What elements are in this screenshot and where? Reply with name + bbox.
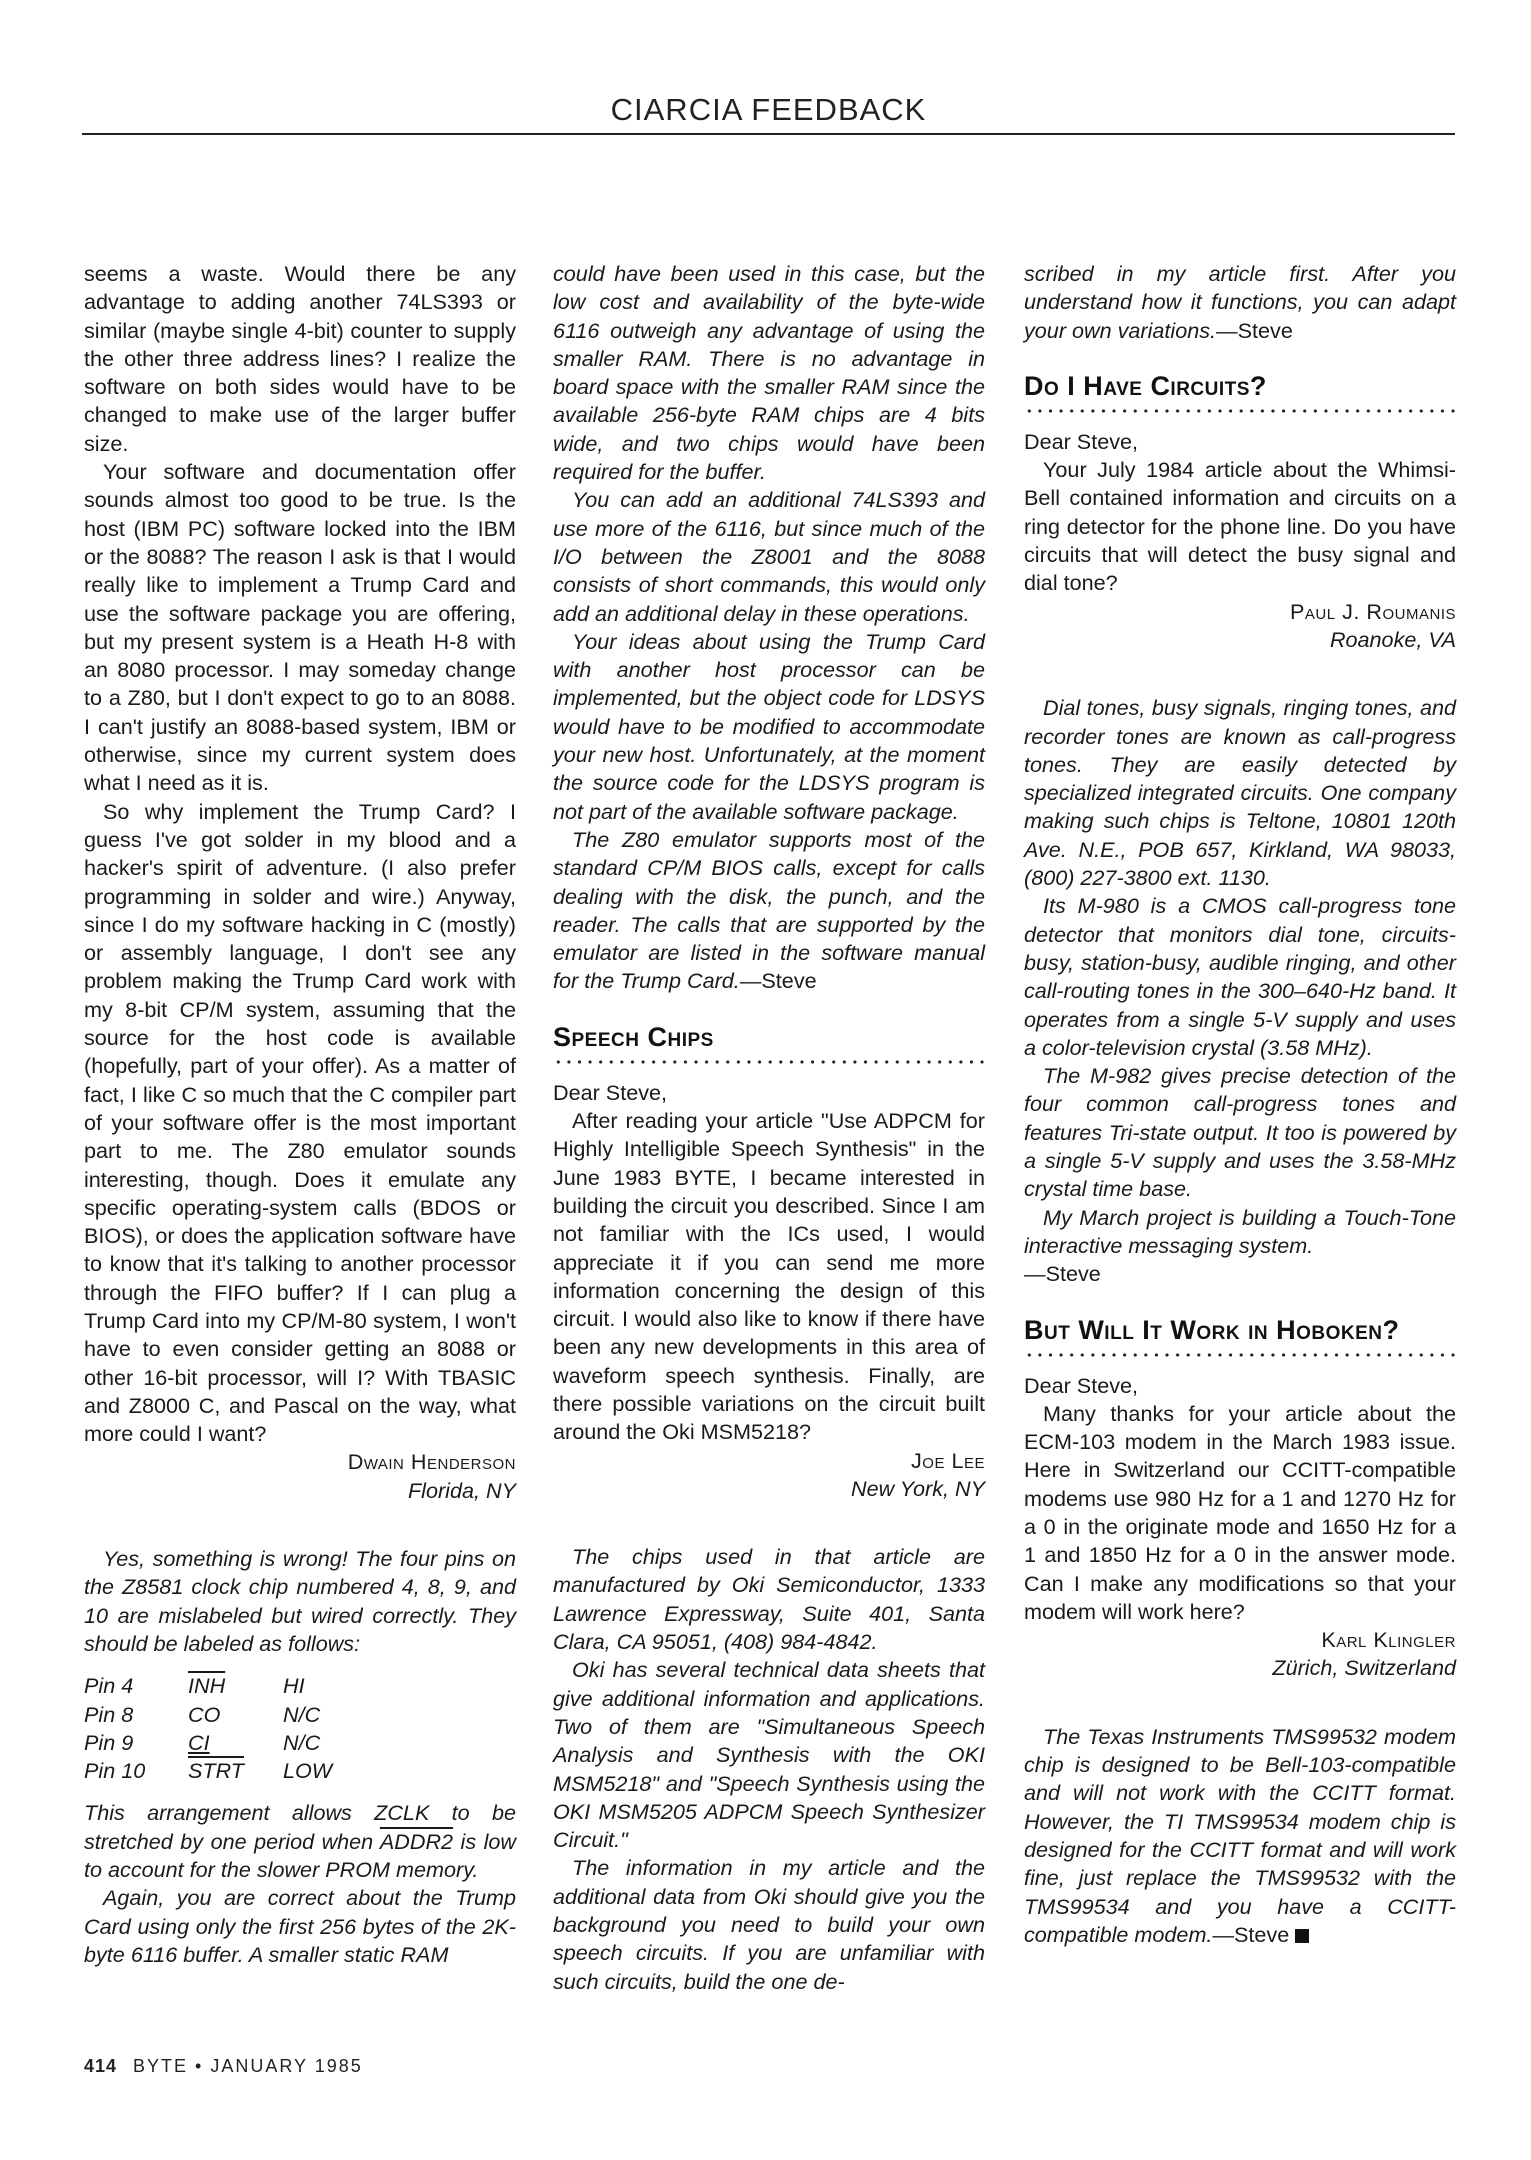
reply-signoff: —Steve [1212,1921,1290,1947]
letter-signature [553,1447,985,1504]
pin-row [84,1701,332,1729]
salutation: Dear Steve, [1024,428,1139,454]
pin-signal: CO [188,1701,221,1727]
pin-number: Pin 9 [84,1729,134,1755]
signature-name: Dwain Henderson [347,1449,516,1475]
reply-signoff: —Steve [1024,1261,1101,1287]
letter-paragraph: After reading your article "Use ADPCM for Highly Intelligible Speech Synthesis" in the June 1983 BYTE, I became interested in building the circuit you described. Since I am not familiar with the ICs used, I would appreciate it if you can send me more information concerning the design of this circuit. I would also like to know if there have been any new developments in this area of waveform speech synthesis. Finally, are there possible variations on the circuit built around the Oki MSM5218? [553,1108,985,1445]
reply-paragraph: Dial tones, busy signals, ringing tones, and recorder tones are known as call-progress tones. They are easily detected by specialized integrated circuits. One company making such chips is Teltone, 10801 120th Ave. N.E., POB 657, Kirkland, WA 98033, (800) 227-3800 ext. 1130. [1024,695,1456,891]
signature-place: New York, NY [850,1475,985,1501]
column-3 [1024,260,1456,1949]
pin-number: Pin 10 [84,1758,146,1784]
letter-signature [1024,1626,1456,1683]
reply-paragraph: Your ideas about using the Trump Card with another host processor can be implemented, but the object code for LDSYS would have to be modified to accommodate your new host. Unfortunately, at the moment the source code for the LDSYS program is not part of the available software package. [553,628,985,824]
reply-paragraph [1024,260,1456,345]
reply-paragraph [84,1799,516,1884]
reply-text: My March project is building a Touch-Tone interactive messaging system. [1024,1204,1456,1258]
signature-place: Roanoke, VA [1329,626,1456,652]
pin-state: LOW [283,1758,333,1784]
pin-table [84,1672,332,1785]
page-header: CIARCIA FEEDBACK [610,92,927,127]
dotted-rule [1024,1352,1456,1358]
column-2 [553,260,985,1996]
signature-place: Florida, NY [407,1477,516,1503]
end-mark-icon [1295,1929,1309,1943]
pin-row [84,1672,332,1700]
reply-text: This arrangement allows ZCLK to be stretched by one period when [84,1800,516,1854]
signature-name: Paul J. Roumanis [1290,598,1456,624]
section-heading-hoboken: But Will It Work in Hoboken? [1024,1314,1400,1345]
pin-state: N/C [283,1701,321,1727]
pin-signal: $\overline{INH}$ [188,1673,226,1699]
letter-paragraph: Your software and documentation offer sounds almost too good to be true. Is the host (IBM PC) software locked into the IBM or the 8088? The reason I ask is that I would really like to implement a Trump Card and use the software package you are offering, but my present system is a Heath H-8 with an 8080 processor. I may someday change to a Z80, but I don't expect to go to an 8088. I can't justify an 8088-based system, IBM or otherwise, since my current system does what I need as it is. [84,459,516,796]
reply-paragraph [1024,1723,1456,1949]
letter-paragraph: Your July 1984 article about the Whimsi-Bell contained information and circuits on a ring detector for the phone line. Do you have circuits that will detect the busy signal and dial tone? [1024,457,1456,596]
reply-signal: ADDR2 [379,1828,454,1854]
pin-row [84,1757,332,1785]
pin-state: N/C [283,1729,321,1755]
letter-signature [84,1448,516,1505]
pin-signal: CI [188,1729,210,1755]
letter-signature [1024,598,1456,655]
reply-paragraph: Its M-980 is a CMOS call-progress tone detector that monitors dial tone, circuits-busy, station-busy, audible ringing, and other call-routing tones in the 300–640-Hz band. It operates from a single 5-V supply and uses a color-television crystal (3.58 MHz). [1024,893,1456,1060]
reply-signoff: —Steve [739,968,817,994]
reply-paragraph: The M-982 gives precise detection of the four common call-progress tones and features Tri-state output. It too is powered by a single 5-V supply and uses the 3.58-MHz crystal time base. [1024,1063,1456,1202]
letter-paragraph: Many thanks for your article about the ECM-103 modem in the March 1983 issue. Here in Switzerland our CCITT-compatible modems use 980 Hz for a 1 and 1270 Hz for a 0 in the originate mode and 1650 Hz for a 1 and 1850 Hz for a 0 in the answer mode. Can I make any modifications so that your modem will work here? [1024,1400,1456,1624]
letter-paragraph: seems a waste. Would there be any advantage to adding another 74LS393 or similar (maybe single 4-bit) counter to supply the other three address lines? I realize the software on both sides would have to be changed to make use of the larger buffer size. [84,261,516,456]
pin-state: HI [283,1673,305,1699]
page-number: 414 [84,2056,118,2076]
reply-signoff: —Steve [1216,317,1293,343]
reply-paragraph: could have been used in this case, but the low cost and availability of the byte-wide 6116 outweigh any advantage of using the smaller RAM. There is no advantage in board space with the smaller RAM since the available 256-byte RAM chips are 4 bits wide, and two chips would have been required for the buffer. [553,261,985,485]
signature-name: Karl Klingler [1321,1627,1456,1653]
publication-line: BYTE • JANUARY 1985 [133,2056,363,2076]
salutation: Dear Steve, [1024,1372,1139,1398]
reply-paragraph [1024,1204,1456,1289]
header-rule [82,133,1455,135]
letter-paragraph: So why implement the Trump Card? I guess I've got solder in my blood and a hacker's spirit of adventure. (I also prefer programming in solder and wire.) Anyway, since I do my software hacking in C (mostly) or assembly language, I don't see any problem making the Trump Card work with my 8-bit CP/M system, assuming that the source for the host code is available (hopefully, part of your offer). As a matter of fact, I like C so much that the C compiler part of your software offer is the most important part to me. The Z80 emulator sounds interesting, though. Does it emulate any specific operating-system calls (BDOS or BIOS), or does the application software have to know that it's talking to another processor through the FIFO buffer? If I can plug a Trump Card into my CP/M-80 system, I won't have to even consider getting an 8088 or other 16-bit processor, will I? With TBASIC and Z8000 C, and Pascal on the way, what more could I want? [84,798,516,1447]
reply-paragraph: The information in my article and the additional data from Oki should give you the background you need to build your own speech circuits. If you are unfamiliar with such circuits, build the one de- [553,1855,985,1994]
pin-signal: STRT [188,1758,244,1784]
reply-text: The Texas Instruments TMS99532 modem chip is designed to be Bell-103-compatible and will not work with the CCITT format. However, the TI TMS99534 modem chip is designed for the CCITT format and will work fine, just replace the TMS99532 with the TMS99534 and you have a CCITT-compatible modem. [1024,1723,1456,1947]
reply-paragraph: Again, you are correct about the Trump Card using only the first 256 bytes of the 2K-byte 6116 buffer. A smaller static RAM [84,1885,516,1967]
reply-text: scribed in my article first. After you understand how it functions, you can adapt your own variations. [1024,261,1456,343]
reply-paragraph: The chips used in that article are manufactured by Oki Semiconductor, 1333 Lawrence Expressway, Suite 401, Santa Clara, CA 95051, (408) 984-4842. [553,1544,985,1655]
pin-number: Pin 8 [84,1701,134,1727]
section-heading-circuits: Do I Have Circuits? [1024,370,1267,401]
pin-number: Pin 4 [84,1673,134,1699]
pin-row [84,1729,332,1757]
salutation: Dear Steve, [553,1079,668,1105]
reply-paragraph: Yes, something is wrong! The four pins on the Z8581 clock chip numbered 4, 8, 9, and 10 are mislabeled but wired correctly. They should be labeled as follows: [84,1546,516,1656]
column-1 [84,260,516,1969]
section-heading-speech-chips: Speech Chips [553,1021,714,1052]
reply-paragraph [553,826,985,996]
reply-paragraph: Oki has several technical data sheets that give additional information and applications. Two of them are "Simultaneous Speech Analysis and Synthesis with the OKI MSM5218" and "Speech Synthesis using the OKI MSM5205 ADPCM Speech Synthesizer Circuit." [553,1657,985,1853]
signature-place: Zürich, Switzerland [1272,1655,1456,1681]
reply-paragraph: You can add an additional 74LS393 and use more of the 6116, but since much of the I/O between the Z8001 and the 8088 consists of short commands, this would only add an additional delay in these operations. [553,487,985,626]
signature-name: Joe Lee [911,1447,985,1473]
reply-text: is low to account for the slower PROM memory. [84,1828,516,1883]
dotted-rule [553,1059,985,1065]
page-footer [84,2056,363,2077]
dotted-rule [1024,408,1456,414]
reply-text: The Z80 emulator supports most of the standard CP/M BIOS calls, except for calls dealing with the disk, the punch, and the reader. The calls that are supported by the emulator are listed in the software manual for the Trump Card. [553,826,985,994]
